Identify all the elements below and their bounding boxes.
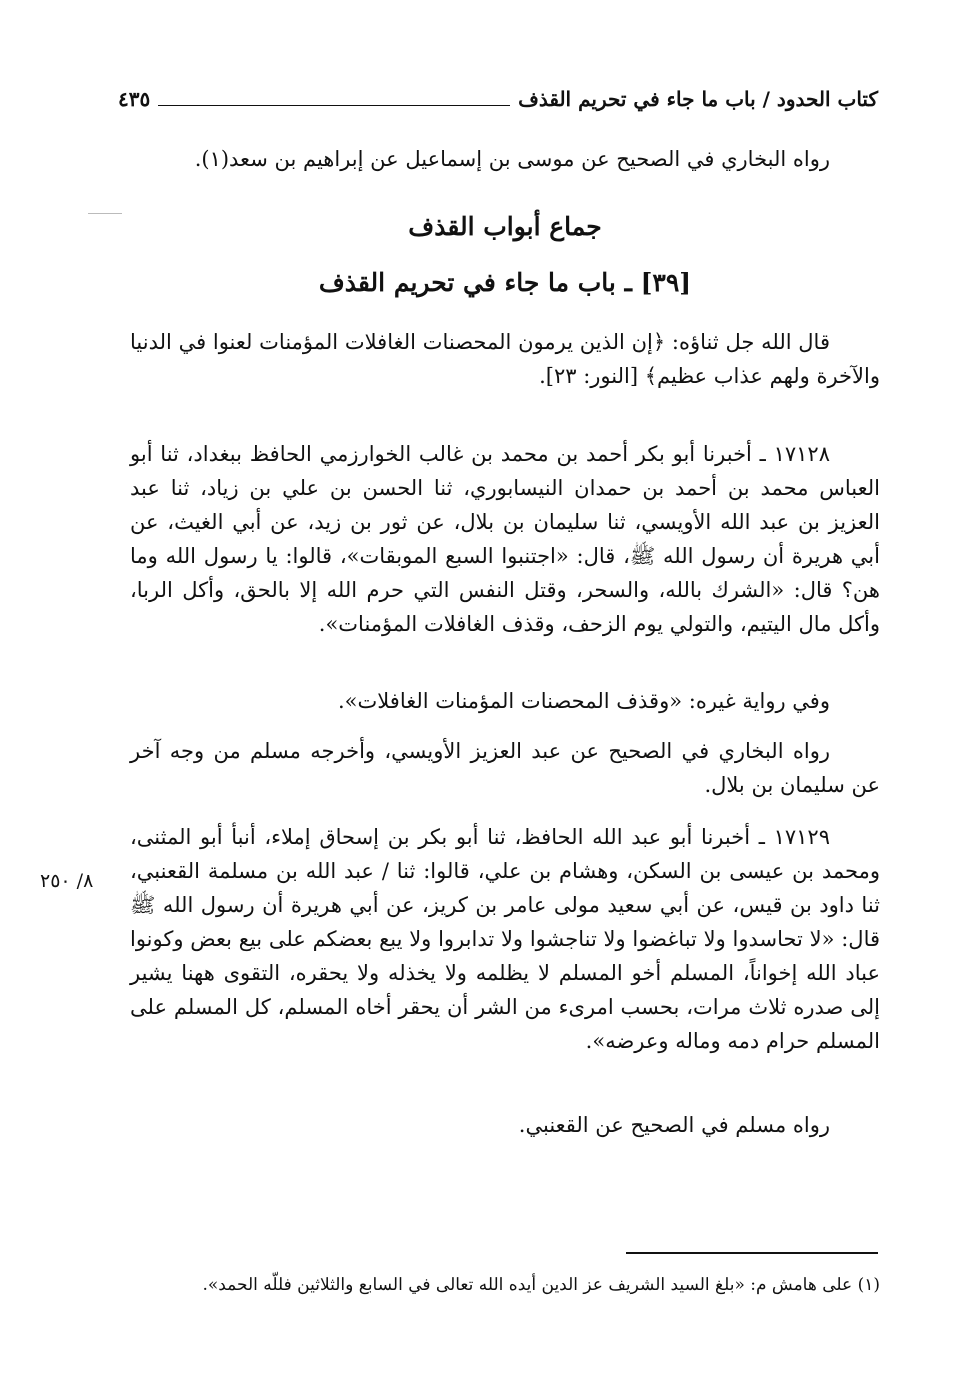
footnote: (١) على هامش م: «بلغ السيد الشريف عز الدين أيده الله تعالى في السابع والثلاثين فللّه الحمد».	[202, 1275, 880, 1295]
paragraph-5-text: ١٧١٢٩ ـ أخبرنا أبو عبد الله الحافظ، ثنا أبو بكر بن إسحاق إملاء، أنبأ أبو المثنى، ومحمد بن عيسى بن السكن، وهشام بن علي، قالوا: ثنا / عبد الله بن مسلمة القعنبي، ثنا داود بن قيس، عن أبي سعيد مولى عامر بن كريز، عن أبي هريرة أن رسول الله ﷺ قال: «لا تحاسدوا ولا تباغضوا ولا تناجشوا ولا تدابروا ولا يبع بعضكم على بيع بعض وكونوا عباد الله إخواناً، المسلم أخو المسلم لا يظلمه ولا يخذله ولا يحقره، التقوى ههنا يشير إلى صدره ثلاث مرات، بحسب امرىء من الشر أن يحقر أخاه المسلم، كل المسلم على المسلم حرام دمه وماله وعرضه».	[130, 825, 880, 1053]
section-heading: جماع أبواب القذف	[408, 212, 602, 241]
paragraph-4	[130, 734, 880, 802]
paragraph-0-text: رواه البخاري في الصحيح عن موسى بن إسماعيل عن إبراهيم بن سعد(١).	[194, 147, 830, 171]
paragraph-6	[130, 1108, 880, 1142]
paragraph-1	[130, 325, 880, 393]
margin-reference: ٨/ ٢٥٠	[40, 870, 94, 892]
header-rule	[158, 105, 510, 106]
paragraph-3	[130, 684, 880, 718]
paragraph-3-text: وفي رواية غيره: «وقذف المحصنات المؤمنات الغافلات».	[337, 689, 830, 713]
paragraph-6-text: رواه مسلم في الصحيح عن القعنبي.	[518, 1113, 830, 1137]
paragraph-1-text: قال الله جل ثناؤه: ﴿إن الذين يرمون المحصنات الغافلات المؤمنات لعنوا في الدنيا والآخرة ولهم عذاب عظيم﴾ [النور: ٢٣].	[130, 330, 880, 388]
paragraph-2	[130, 437, 880, 641]
page-number: ٤٣٥	[118, 87, 151, 111]
paragraph-0	[130, 142, 880, 176]
paragraph-2-text: ١٧١٢٨ ـ أخبرنا أبو بكر أحمد بن محمد بن غالب الخوارزمي الحافظ ببغداد، ثنا أبو العباس محمد بن أحمد بن حمدان النيسابوري، ثنا الحسن بن علي بن زياد، ثنا عبد العزيز بن عبد الله الأويسي، ثنا سليمان بن بلال، عن ثور بن زيد، عن أبي الغيث، عن أبي هريرة أن رسول الله ﷺ، قال: «اجتنبوا السبع الموبقات»، قالوا: يا رسول الله وما هن؟ قال: «الشرك بالله، والسحر، وقتل النفس التي حرم الله إلا بالحق، وأكل الربا، وأكل مال اليتيم، والتولي يوم الزحف، وقذف الغافلات المؤمنات».	[130, 442, 880, 636]
paragraph-4-text: رواه البخاري في الصحيح عن عبد العزيز الأويسي، وأخرجه مسلم من وجه آخر عن سليمان بن بلال.	[130, 739, 880, 797]
paragraph-5	[130, 820, 880, 1058]
header-title: كتاب الحدود / باب ما جاء في تحريم القذف	[518, 87, 878, 111]
chapter-heading: [٣٩] ـ باب ما جاء في تحريم القذف	[318, 268, 692, 297]
running-header	[118, 84, 878, 114]
scan-mark	[88, 213, 122, 214]
footnote-rule	[626, 1252, 878, 1254]
